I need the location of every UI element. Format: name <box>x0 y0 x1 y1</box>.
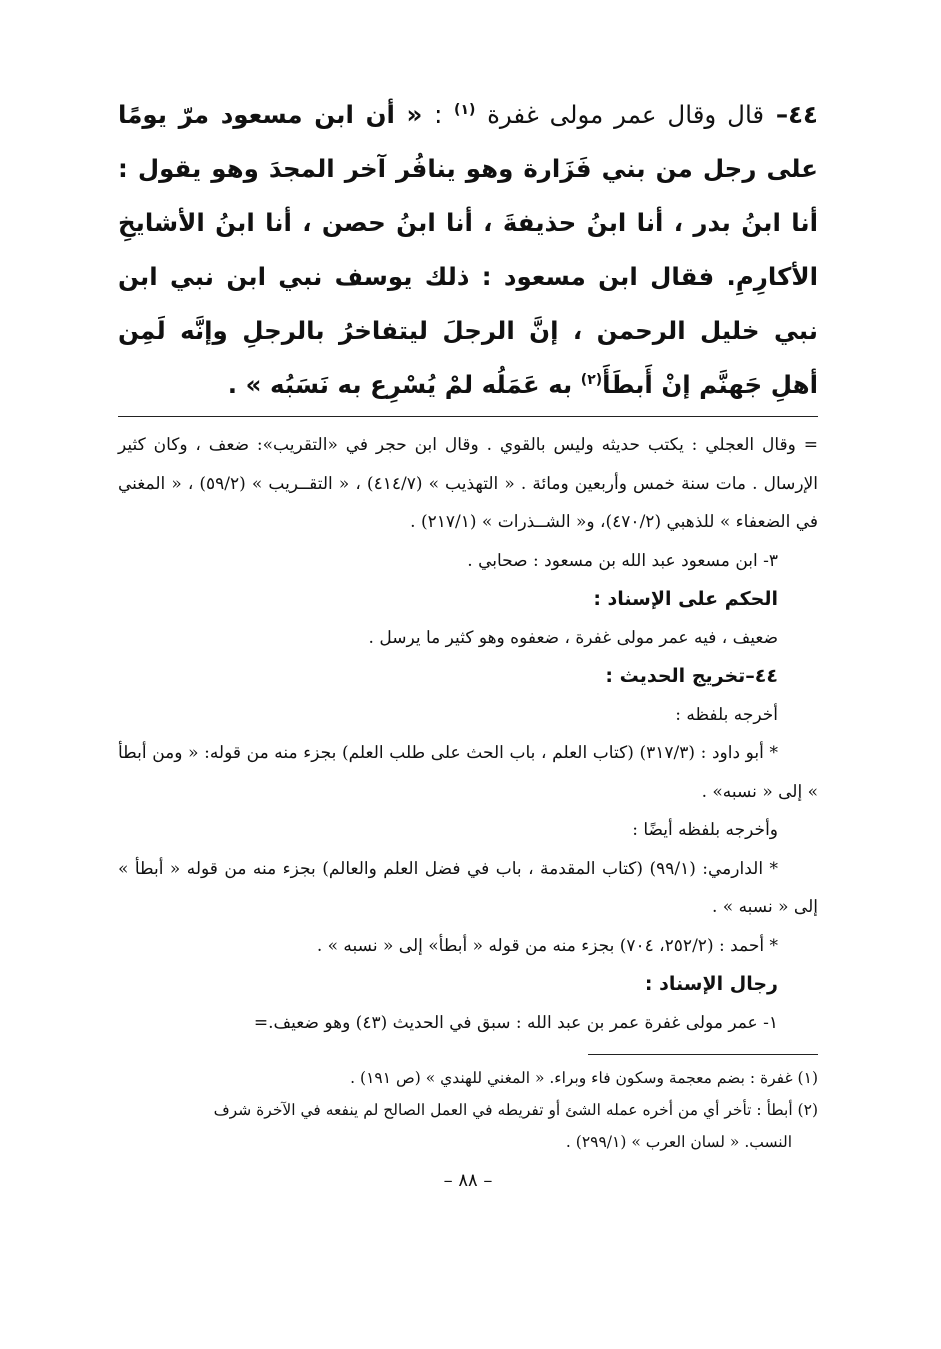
takhrij-abu-dawud: * أبو داود : (٣١٧/٣) (كتاب العلم ، باب الحث على طلب العلم) بجزء منه من قوله: « ومن أبطأ » إلى « نسبه» . <box>118 743 818 802</box>
hadith-number: ٤٤– <box>775 100 819 129</box>
footnote-1: (١) غفرة : بضم معجمة وسكون فاء وبراء. « المغني للهندي » (ص ١٩١) . <box>350 1069 818 1087</box>
takhrij-intro-2: وأخرجه بلفظه أيضًا : <box>632 820 778 840</box>
takhrij-intro-1: أخرجه بلفظه : <box>675 704 778 725</box>
hadith-matn-part2: به عَمَلُه لمْ يُسْرِع به نَسَبُه » . <box>227 370 573 399</box>
footnote-ref-2: (٢) <box>580 371 603 388</box>
ruling-heading: الحكم على الإسناد : <box>593 588 778 610</box>
narrator-3: ٣- ابن مسعود عبد الله بن مسعود : صحابي . <box>467 550 778 571</box>
page-content <box>118 88 818 1198</box>
hadith-matn-part1: « أن ابن مسعود مرّ يومًا على رجل من بني فَزَارة وهو ينافُر آخر المجدَ وهو يقول : أنا ابنُ بدر ، أنا ابنُ حذيفةَ ، أنا ابنُ حصن ، أنا ابنُ الأشايخِ الأكارِمِ. فقال ابن مسعود : ذلك يوسف نبي ابن نبي ابن نبي خليل الرحمن ، إنَّ الرجلَ ليتفاخرُ بالرجلِ وإنَّه لَمِن أهلِ جَهنَّم إنْ أَبطَأَ <box>118 100 818 399</box>
narrator-continuation: = وقال العجلي : يكتب حديثه وليس بالقوي . وقال ابن حجر في «التقريب»: ضعف ، وكان كثير الإرسال . مات سنة خمس وأربعين ومائة . « التهذيب » (٤١٤/٧) ، « التقــريب » (٥٩/٢) ، « المغني في الضعفاء » للذهبي (٤٧٠/٢)، و« الشــذرات » (٢١٧/١) . <box>118 435 818 532</box>
rijal-item-1: ١- عمر مولى غفرة عمر بن عبد الله : سبق في الحديث (٤٣) وهو ضعيف.= <box>253 1012 778 1033</box>
takhrij-heading: ٤٤–تخريج الحديث : <box>605 665 778 687</box>
footnote-divider <box>118 1042 818 1062</box>
ruling-text: ضعيف ، فيه عمر مولى غفرة ، ضعفوه وهو كثير ما يرسل . <box>368 627 778 648</box>
footnote-ref-1: (١) <box>454 101 476 118</box>
hadith-text <box>118 88 818 412</box>
takhrij-darimi: * الدارمي: (٩٩/١) (كتاب المقدمة ، باب في فضل العلم والعالم) بجزء منه من قوله « أبطأ » إلى « نسبه » . <box>118 858 818 917</box>
footnote-2-line-1: (٢) أبطأ : تأخر أي من أخره عمله الشئ أو تفريطه في العمل الصالح لم ينفعه في الآخرة شرف <box>213 1101 818 1119</box>
footnote-2-line-2: النسب. « لسان العرب » (٢٩٩/١) . <box>565 1133 792 1151</box>
takhrij-ahmad: * أحمد : (٢٥٢/٢، ٧٠٤) بجزء منه من قوله « أبطأ» إلى « نسبه » . <box>316 935 778 956</box>
rijal-heading: رجال الإسناد : <box>644 973 778 995</box>
section-divider <box>118 412 818 426</box>
page-number: – ٨٨ – <box>443 1170 493 1191</box>
hadith-intro: قال وقال عمر مولى غفرة <box>487 100 765 129</box>
hadith-colon: : <box>434 100 443 129</box>
